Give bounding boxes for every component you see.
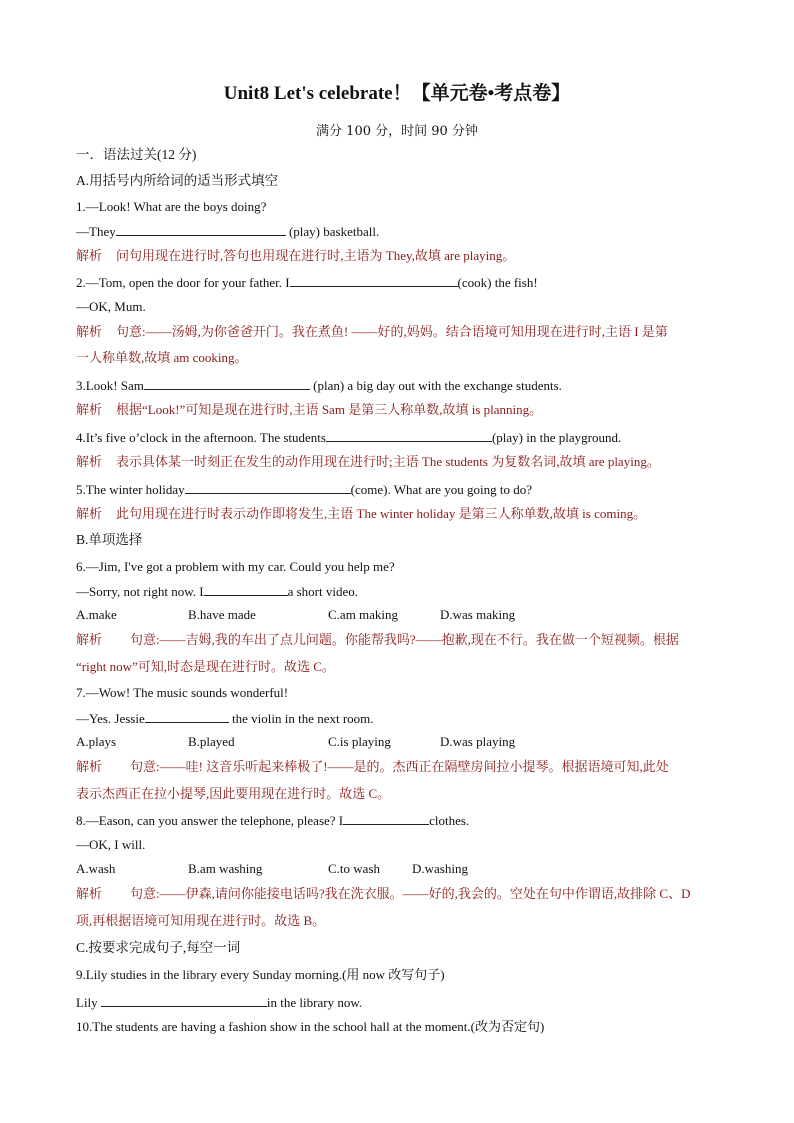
q9-text-post: in the library now. (266, 995, 363, 1010)
part-c-heading: C.按要求完成句子,每空一词 (76, 940, 241, 955)
q6-exp-text: 句意:——吉姆,我的车出了点儿问题。你能帮我吗?——抱歉,现在不行。我在做一个短视频。根据 (130, 632, 679, 647)
q6-option-a[interactable]: A.make (76, 607, 117, 622)
q7-option-b[interactable]: B.played (188, 734, 235, 749)
part-a-heading: A.用括号内所给词的适当形式填空 (76, 173, 279, 188)
q7-text-post: the violin in the next room. (232, 711, 374, 726)
q7-question: 7.—Wow! The music sounds wonderful! (76, 685, 289, 700)
q8-text-post: clothes. (429, 813, 470, 828)
q7-option-a[interactable]: A.plays (76, 734, 117, 749)
q8-question (76, 811, 469, 830)
q6-option-d[interactable]: D.was making (440, 607, 516, 622)
q4-explanation (76, 453, 660, 471)
q10-question: 10.The students are having a fashion show in the school hall at the moment.(改为否定句) (76, 1019, 545, 1034)
q5-text-post: (come). What are you going to do? (350, 482, 533, 497)
q6-explanation-1 (76, 631, 679, 649)
q8-option-a[interactable]: A.wash (76, 861, 116, 876)
q7-explanation-2: 表示杰西正在拉小提琴,因此要用现在进行时。故选 C。 (76, 786, 391, 801)
q6-text-pre: —Sorry, not right now. I (76, 584, 204, 599)
explanation-tag: 解析 (76, 324, 103, 339)
q8-explanation-1 (76, 885, 690, 903)
q8-option-d[interactable]: D.washing (412, 861, 468, 876)
q1-exp-answer: are playing (444, 248, 503, 263)
q3-blank[interactable] (144, 376, 310, 390)
q7-blank[interactable] (145, 709, 229, 723)
q1-text-pre: —They (76, 224, 116, 239)
explanation-tag: 解析 (76, 454, 103, 469)
q5-question (76, 480, 532, 499)
q2-reply: —OK, Mum. (76, 299, 146, 314)
q6-option-b[interactable]: B.have made (188, 607, 256, 622)
section-heading: 一．语法过关(12 分) (76, 147, 197, 162)
q4-blank[interactable] (326, 428, 492, 442)
explanation-tag: 解析 (76, 506, 103, 521)
q4-text-pre: 4.It’s five o’clock in the afternoon. The students (76, 430, 326, 445)
q6-question: 6.—Jim, I've got a problem with my car. Could you help me? (76, 559, 395, 574)
q9-blank[interactable] (101, 993, 267, 1007)
q7-option-c[interactable]: C.is playing (328, 734, 391, 749)
q5-explanation (76, 505, 646, 523)
q8-explanation-2: 项,再根据语境可知用现在进行时。故选 B。 (76, 913, 326, 928)
q2-text-post: (cook) the fish! (457, 275, 538, 290)
q7-answer-line (76, 709, 374, 728)
q1-text-post: (play) basketball. (288, 224, 380, 239)
q2-exp-text: 句意:——汤姆,为你爸爸开门。我在煮鱼! ——好的,妈妈。结合语境可知用现在进行时,主语 I 是第 (116, 324, 668, 339)
explanation-tag: 解析 (76, 248, 103, 263)
q5-text-pre: 5.The winter holiday (76, 482, 185, 497)
q8-option-c[interactable]: C.to wash (328, 861, 380, 876)
q4-text-post: (play) in the playground. (491, 430, 622, 445)
part-b-heading: B.单项选择 (76, 532, 143, 547)
q9-text-pre: Lily (76, 995, 98, 1010)
q2-text-pre: 2.—Tom, open the door for your father. I (76, 275, 290, 290)
q3-exp-text: 根据“Look!”可知是现在进行时,主语 Sam 是第三人称单数,故填 is planning。 (116, 402, 543, 417)
q9-question: 9.Lily studies in the library every Sunday morning.(用 now 改写句子) (76, 967, 445, 982)
q3-explanation (76, 401, 542, 419)
q6-answer-line (76, 582, 358, 601)
q8-blank[interactable] (343, 811, 429, 825)
q2-explanation-2: 一人称单数,故填 am cooking。 (76, 350, 248, 365)
q7-text-pre: —Yes. Jessie (76, 711, 145, 726)
q2-blank[interactable] (290, 273, 458, 287)
q1-exp-end: 。 (502, 248, 516, 263)
q1-explanation (76, 247, 515, 265)
q6-option-c[interactable]: C.am making (328, 607, 399, 622)
q8-reply: —OK, I will. (76, 837, 146, 852)
q7-exp-text: 句意:——哇! 这音乐听起来棒极了!——是的。杰西正在隔壁房间拉小提琴。根据语境可知,此处 (130, 759, 669, 774)
q5-exp-text: 此句用现在进行时表示动作即将发生,主语 The winter holiday 是第三人称单数,故填 is coming。 (116, 506, 647, 521)
q8-text-pre: 8.—Eason, can you answer the telephone, please? I (76, 813, 344, 828)
q6-text-post: a short video. (287, 584, 358, 599)
q8-option-b[interactable]: B.am washing (188, 861, 263, 876)
explanation-tag: 解析 (76, 632, 103, 647)
q4-exp-text: 表示具体某一时刻正在发生的动作用现在进行时;主语 The students 为复数名词,故填 are playing。 (116, 454, 660, 469)
q1-blank[interactable] (116, 222, 286, 236)
q3-question (76, 376, 562, 395)
q9-answer-line (76, 993, 362, 1012)
q8-exp-text: 句意:——伊森,请问你能接电话吗?我在洗衣服。——好的,我会的。空处在句中作谓语,故排除 C、D (130, 886, 691, 901)
q2-question (76, 273, 538, 292)
q1-answer-line (76, 222, 379, 241)
explanation-tag: 解析 (76, 759, 103, 774)
q6-explanation-2: “right now”可知,时态是现在进行时。故选 C。 (76, 659, 335, 674)
q4-question (76, 428, 621, 447)
explanation-tag: 解析 (76, 402, 103, 417)
page-title: Unit8 Let's celebrate！【单元卷•考点卷】 (223, 83, 571, 104)
q7-option-d[interactable]: D.was playing (440, 734, 516, 749)
q7-explanation-1 (76, 758, 669, 776)
explanation-tag: 解析 (76, 886, 103, 901)
q3-text-pre: 3.Look! Sam (76, 378, 144, 393)
q3-text-post: (plan) a big day out with the exchange students. (313, 378, 562, 393)
q5-blank[interactable] (185, 480, 351, 494)
q1-exp-text: 问句用现在进行时,答句也用现在进行时,主语为 They,故填 (116, 248, 445, 263)
score-time-info: 满分 100 分，时间 90 分钟 (316, 124, 478, 139)
q6-blank[interactable] (204, 582, 288, 596)
q2-explanation-1 (76, 323, 668, 341)
q1-question: 1.—Look! What are the boys doing? (76, 199, 267, 214)
